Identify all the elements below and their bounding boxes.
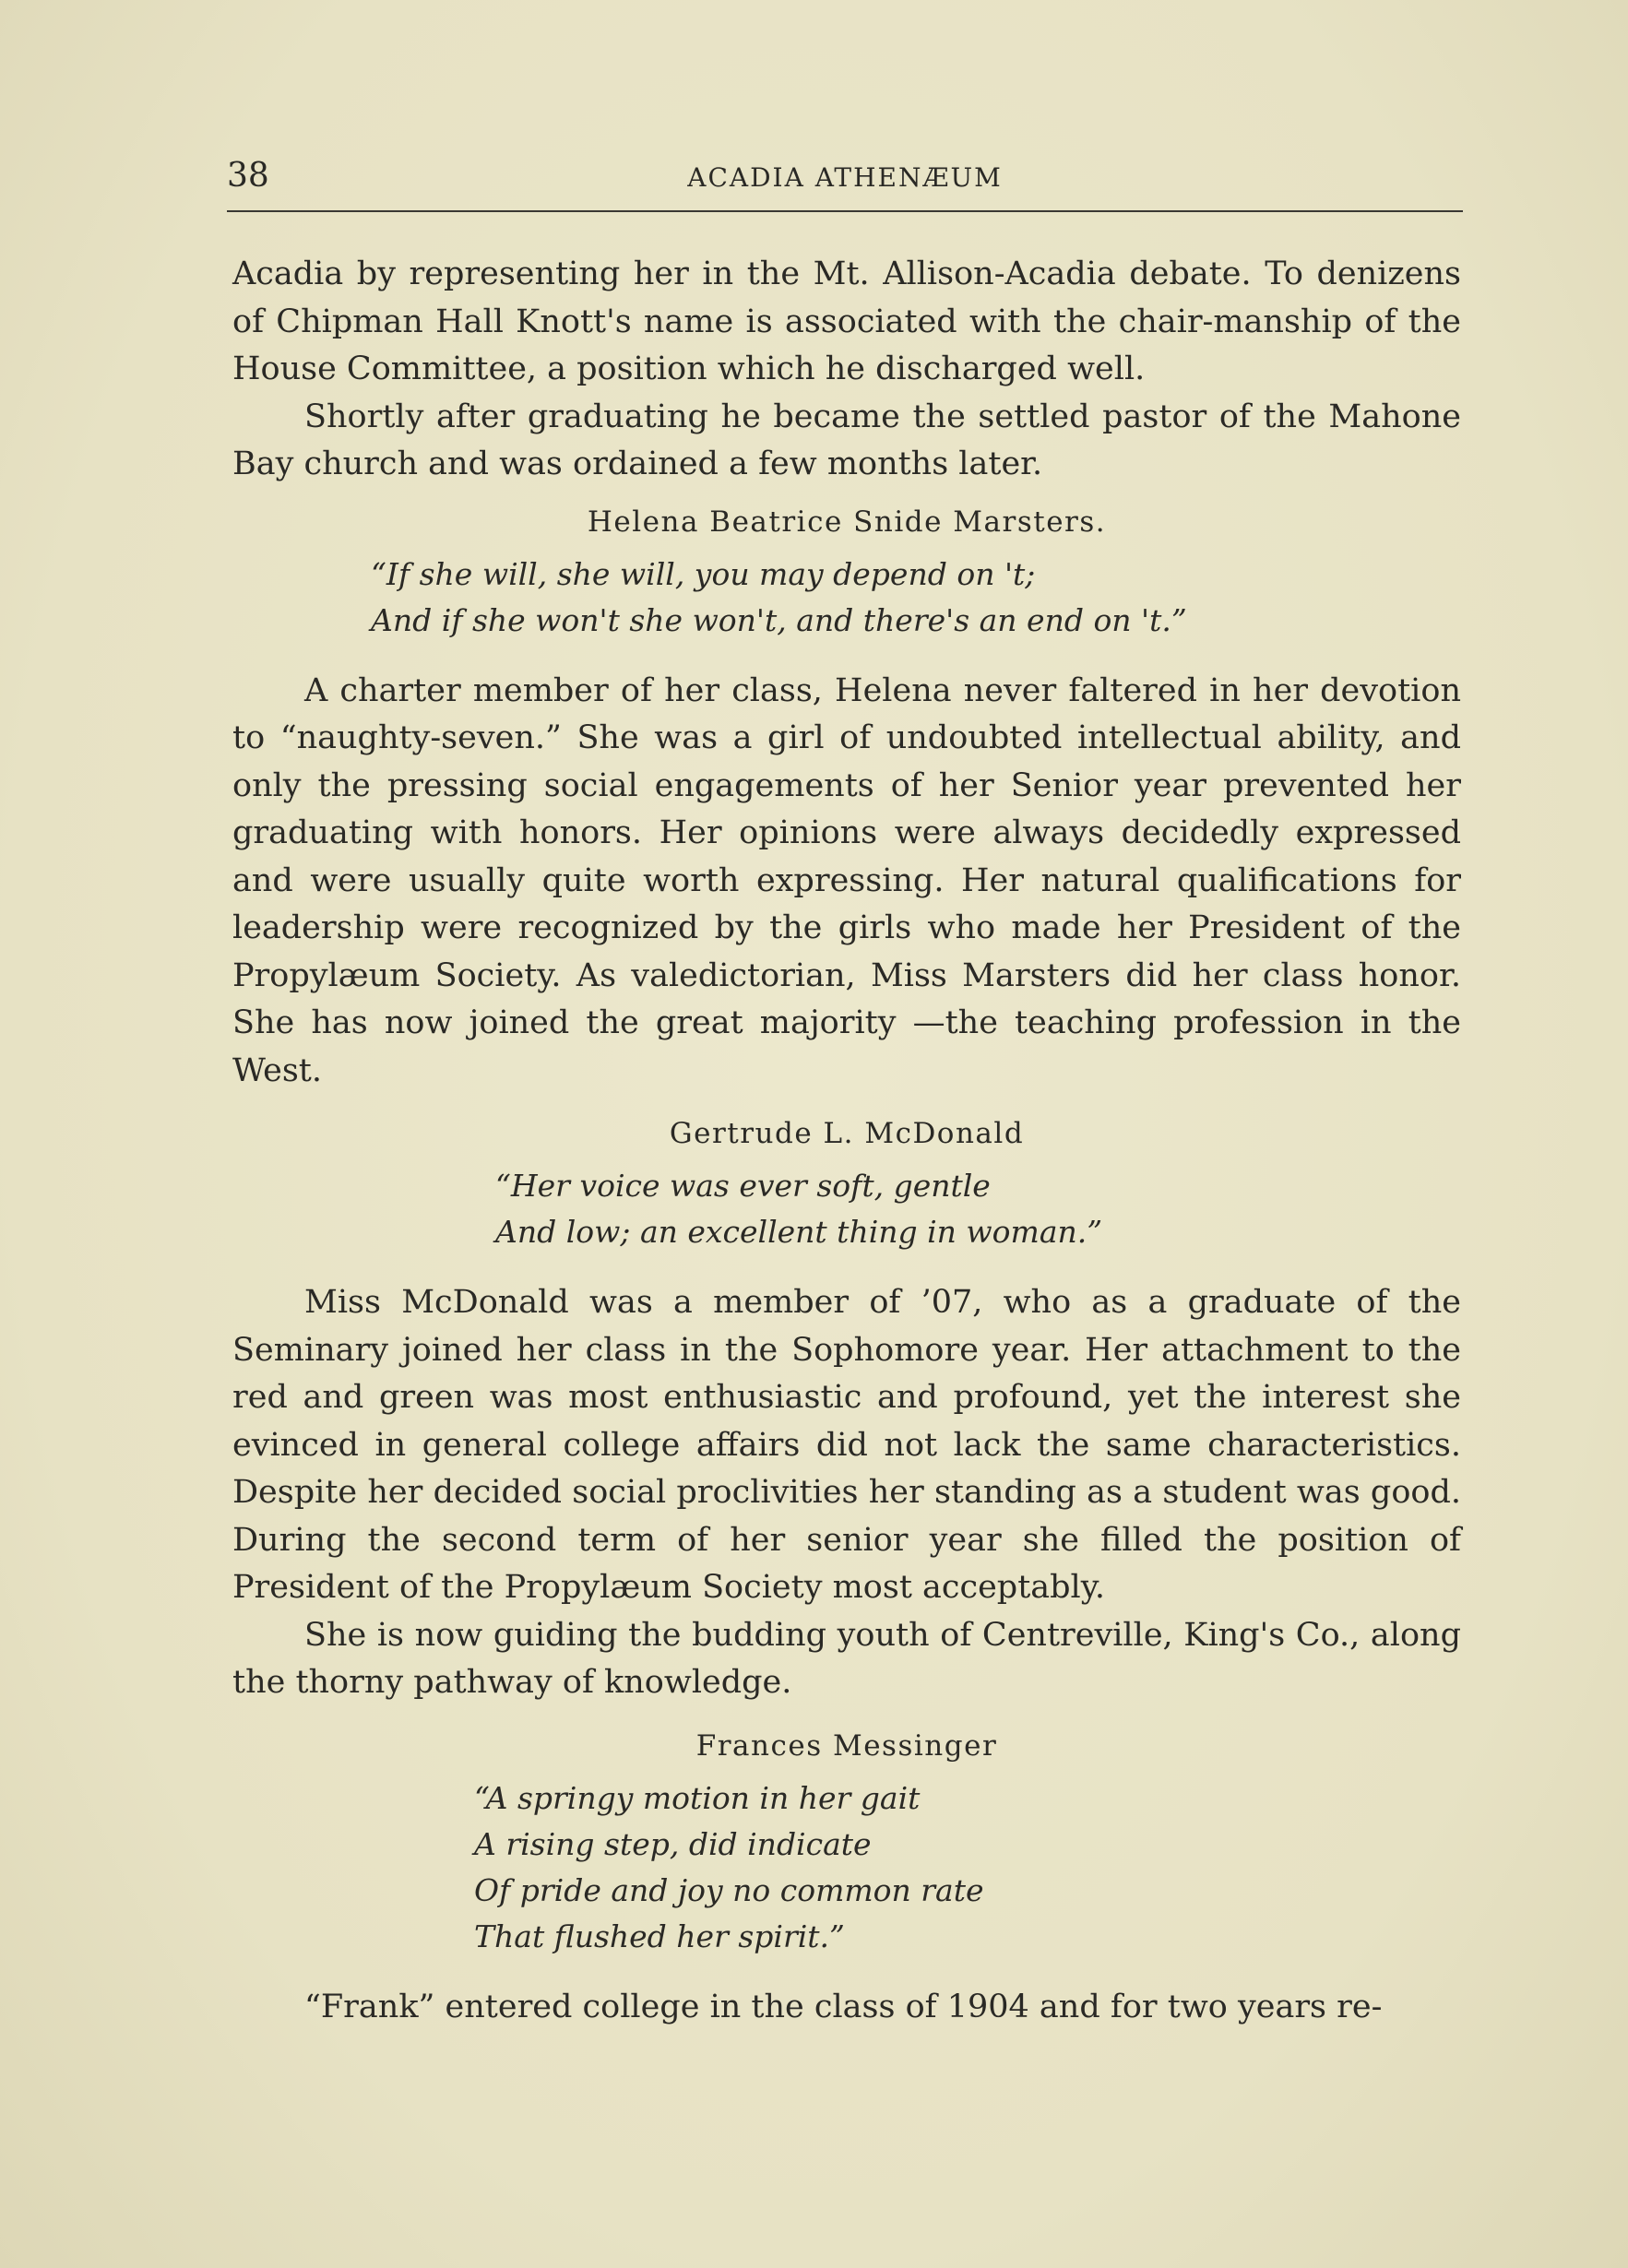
paragraph-mcdonald-now: She is now guiding the budding youth of Centreville, King's Co., along the thorny pathway of knowledge.	[232, 1616, 1461, 1701]
verse-marsters	[232, 552, 1461, 644]
verse-mcdonald	[232, 1163, 1461, 1255]
verse-line: A rising step, did indicate	[474, 1825, 872, 1862]
verse-line: “If she will, she will, you may depend on 't;	[371, 555, 1036, 592]
page-number: 38	[227, 157, 269, 195]
heading-marsters: Helena Beatrice Snide Marsters.	[587, 505, 1107, 539]
verse-line: Of pride and joy no common rate	[474, 1871, 984, 1908]
verse-line: “A springy motion in her gait	[474, 1779, 921, 1816]
paragraph-marsters: A charter member of her class, Helena never faltered in her devotion to “naughty-seven.” She was a girl of undoubted intellectual ability, and only the pressing social engagements of her Senior year prevented her graduating with honors. Her opinions were always decidedly expressed and were usually quite worth expressing. Her natural qualifications for leadership were recognized by the girls who made her President of the Propylæum Society. As valedictorian, Miss Marsters did her class honor. She has now joined the great majority —the teaching profession in the West.	[232, 671, 1461, 1089]
article-body	[232, 251, 1461, 2031]
running-head	[227, 157, 1463, 197]
verse-line: And if she won't she won't, and there's an end on 't.”	[371, 601, 1187, 638]
header-rule	[227, 210, 1463, 212]
paragraph-messinger: “Frank” entered college in the class of 1904 and for two years re-	[304, 1988, 1383, 2025]
journal-title: ACADIA ATHENÆUM	[687, 162, 1003, 193]
verse-line: That flushed her spirit.”	[474, 1918, 845, 1954]
paragraph-mcdonald: Miss McDonald was a member of ’07, who as a graduate of the Seminary joined her class in the Sophomore year. Her attachment to the red and green was most enthusiastic and profound, yet the interest she evinced in general college affairs did not lack the same characteristics. Despite her decided social proclivities her standing as a student was good. During the second term of her senior year she filled the position of President of the Propylæum Society most acceptably.	[232, 1284, 1461, 1606]
heading-mcdonald: Gertrude L. McDonald	[669, 1117, 1025, 1150]
verse-line: And low; an excellent thing in woman.”	[495, 1214, 1103, 1250]
heading-messinger: Frances Messinger	[695, 1728, 998, 1763]
paragraph-knott-pastor: Shortly after graduating he became the settled pastor of the Mahone Bay church and was ordained a few months later.	[232, 398, 1461, 482]
paragraph-knott-continued: Acadia by representing her in the Mt. Allison-Acadia debate. To denizens of Chipman Hall Knott's name is associated with the chair-manship of the House Committee, a position which he discharged well.	[232, 255, 1461, 387]
verse-line: “Her voice was ever soft, gentle	[495, 1168, 991, 1204]
verse-messinger	[232, 1775, 1461, 1960]
